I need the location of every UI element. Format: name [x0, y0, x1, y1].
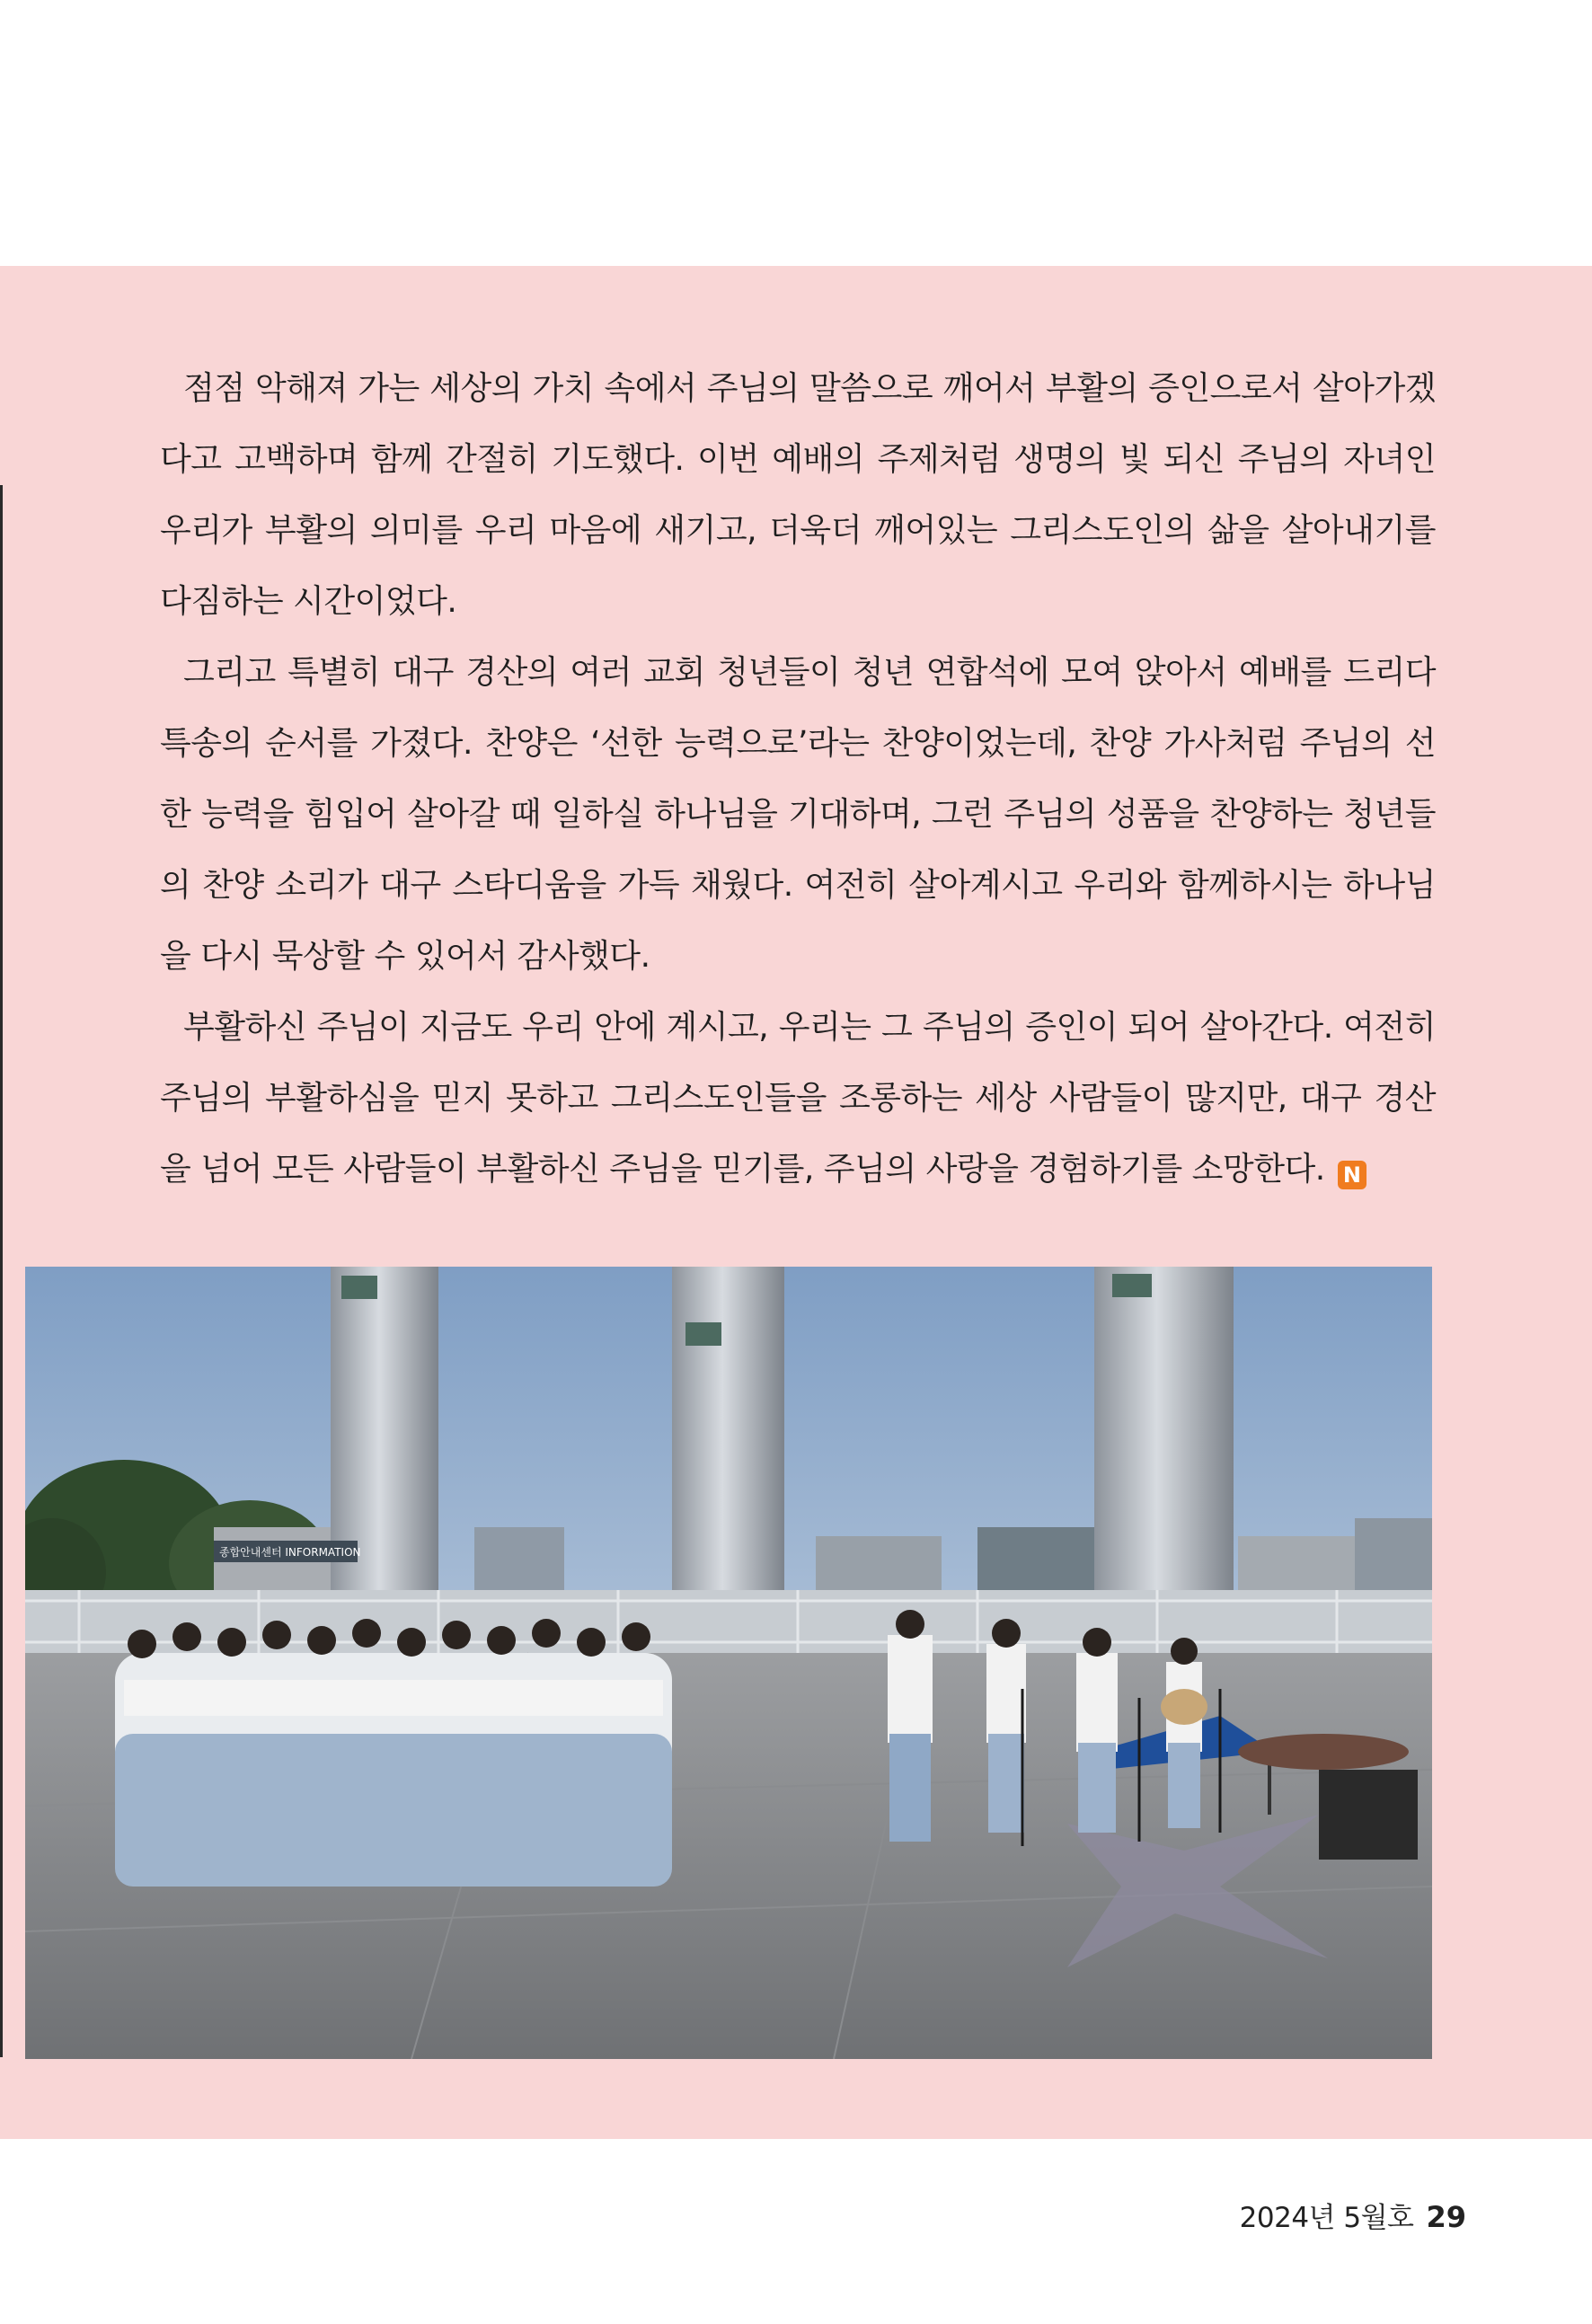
- parasol: [1238, 1734, 1409, 1770]
- choir-group: [115, 1619, 672, 1887]
- page-number: 29: [1426, 2200, 1466, 2234]
- page-footer: [1240, 2195, 1466, 2234]
- issue-label: 2024년 5월호: [1239, 2202, 1414, 2234]
- article-paragraph-3-text: 부활하신 주님이 지금도 우리 안에 계시고, 우리는 그 주님의 증인이 되어 살아간다. 여전히 주님의 부활하심을 믿지 못하고 그리스도인들을 조롱하는 세상 사람들이 많지만, 대구 경산을 넘어 모든 사람들이 부활하신 주님을 믿기를, 주님의 사랑을 경험하기를 소망한다.: [160, 1009, 1436, 1188]
- end-mark-icon: [1338, 1161, 1366, 1189]
- article-paragraph-2: 그리고 특별히 대구 경산의 여러 교회 청년들이 청년 연합석에 모여 앉아서 예배를 드리다 특송의 순서를 가졌다. 찬양은 ‘선한 능력으로’라는 찬양이었는데, 찬양 가사처럼 주님의 선한 능력을 힘입어 살아갈 때 일하실 하나님을 기대하며, 그런 주님의 성품을 찬양하는 청년들의 찬양 소리가 대구 스타디움을 가득 채웠다. 여전히 살아계시고 우리와 함께하시는 하나님을 다시 묵상할 수 있어서 감사했다.: [160, 654, 1436, 975]
- end-mark-letter: N: [1342, 1162, 1361, 1188]
- page-edge-line: [0, 485, 3, 2057]
- article-paragraph-1: 점점 악해져 가는 세상의 가치 속에서 주님의 말씀으로 깨어서 부활의 증인으로서 살아가겠다고 고백하며 함께 간절히 기도했다. 이번 예배의 주제처럼 생명의 빛 되신 주님의 자녀인 우리가 부활의 의미를 우리 마음에 새기고, 더욱더 깨어있는 그리스도인의 삶을 살아내기를 다짐하는 시간이었다.: [160, 370, 1436, 620]
- sound-equipment: [1319, 1770, 1418, 1860]
- event-photo: [25, 1267, 1432, 2059]
- article-paragraph-3: [160, 992, 1436, 1205]
- information-sign-text: 종합안내센터 INFORMATION: [219, 1546, 361, 1559]
- article-body: [160, 353, 1436, 1205]
